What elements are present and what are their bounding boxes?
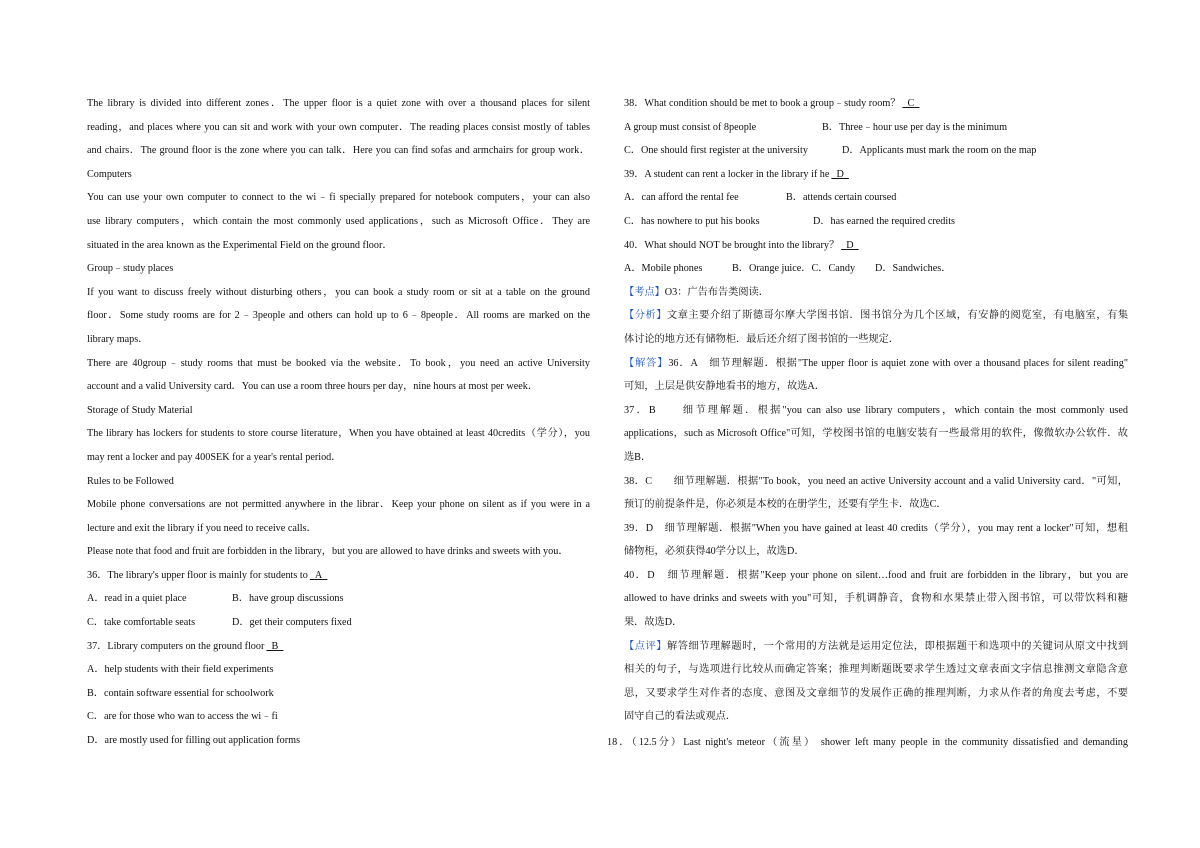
option-d: D．are mostly used for filling out application forms xyxy=(87,735,301,747)
option-a: A group must consist of 8people xyxy=(624,121,757,133)
options-row xyxy=(624,257,1128,281)
option-c: C．take comfortable seats xyxy=(87,617,196,629)
answer-blank: D xyxy=(836,168,844,180)
passage-line: You can use your own computer to connect to the wi﹣fi specially prepared for notebook computers，your can also xyxy=(87,192,590,204)
passage-line: may rent a locker and pay 400SEK for a year's rental period． xyxy=(87,451,342,463)
option-c: C．One should first register at the university xyxy=(624,145,808,157)
options-row xyxy=(87,587,590,611)
options-row xyxy=(624,116,1128,140)
jieda-text: 38．C 细节理解题．根据"To book，you need an active University account and a valid University card．"可知， xyxy=(624,475,1128,487)
passage-line: There are 40group﹣study rooms that must be booked via the website．To book，you need an active University xyxy=(87,357,590,369)
passage-line: library maps． xyxy=(87,333,149,345)
question-40 xyxy=(624,234,1128,258)
section-heading: Storage of Study Material xyxy=(87,404,193,416)
question-stem: 38．What condition should be met to book a group﹣study room？ xyxy=(624,98,901,109)
question-36 xyxy=(87,564,590,588)
section-heading: Computers xyxy=(87,168,132,180)
passage-line: floor．Some study rooms are for 2﹣3people and others can hold up to 6﹣8people．All rooms are marked on the xyxy=(87,310,590,322)
option-a: A．read in a quiet place xyxy=(87,593,187,605)
option-a: A．Mobile phones xyxy=(624,263,703,275)
dianping-text: 相关的句子，与选项进行比较从而确定答案；推理判断题既要求学生透过文章表面文字信息推测文章隐含意 xyxy=(624,664,1128,676)
option-d: D．has earned the required credits xyxy=(813,215,955,227)
kaodian-section xyxy=(624,281,1128,305)
jieda-text: 36．A 细节理解题．根据"The upper floor is aquiet zone with over a thousand places for silent reading" xyxy=(668,357,1128,369)
jieda-text: 选B． xyxy=(624,451,652,463)
option-d: D．Sandwiches． xyxy=(875,263,952,275)
option-a: A．can afford the rental fee xyxy=(624,192,739,204)
jieda-text: 40．D 细节理解题．根据"Keep your phone on silent…food and fruit are forbidden in the library，but you are xyxy=(624,569,1128,581)
passage-line: account and a valid University card．You can use a room three hours per day，nine hours at most per week． xyxy=(87,381,539,393)
kaodian-tag: 【考点】 xyxy=(624,286,665,298)
jieda-text: 果．故选D． xyxy=(624,617,683,629)
option-b: B．Three﹣hour use per day is the minimum xyxy=(822,121,1008,133)
passage-line: reading，and places where you can sit and work with your own computer．The reading places consist mostly of tables xyxy=(87,121,590,133)
answer-blank: C xyxy=(907,98,915,109)
fenxi-text: 体讨论的地方还有储物柜．最后还介绍了图书馆的一些规定． xyxy=(624,333,900,345)
option-d: D．Applicants must mark the room on the map xyxy=(842,145,1037,157)
option-c: C．are for those who wan to access the wi﹣fi xyxy=(87,711,278,723)
option-d: D．get their computers fixed xyxy=(232,617,352,629)
fenxi-text: 文章主要介绍了斯德哥尔摩大学图书馆．图书馆分为几个区域，有安静的阅览室，有电脑室，有集 xyxy=(666,310,1128,322)
passage-line: Please note that food and fruit are forbidden in the library，but you are allowed to have drinks and sweets with you． xyxy=(87,546,569,558)
passage-line: use library computers，which contain the most commonly used applications，such as Microsoft Office．They are xyxy=(87,215,590,227)
answer-blank: D xyxy=(846,239,854,251)
question-stem: 37．Library computers on the ground floor xyxy=(87,640,265,652)
jieda-text: 37．B 细节理解题．根据"you can also use library computers，which contain the most commonly used xyxy=(624,404,1128,416)
dianping-section xyxy=(624,635,1128,659)
passage-line: The library is divided into different zones．The upper floor is a quiet zone with over a thousand places for silent xyxy=(87,98,590,109)
dianping-text: 固守自己的看法或观点． xyxy=(624,711,737,723)
answer-blank: B xyxy=(271,640,279,652)
option-a: A．help students with their field experiments xyxy=(87,664,274,676)
jieda-tag: 【解答】 xyxy=(624,357,669,369)
answer-blank: A xyxy=(314,569,323,581)
question-37 xyxy=(87,635,590,659)
dianping-tag: 【点评】 xyxy=(624,640,667,652)
section-heading: Group﹣study places xyxy=(87,263,174,275)
passage-line: lecture and exit the library if you need to receive calls． xyxy=(87,522,317,534)
jieda-text: allowed to have drinks and sweets with you"可知，手机调静音，食物和水果禁止带入图书馆，可以带饮料和糖 xyxy=(624,593,1128,605)
dianping-text: 思，又要求学生对作者的态度、意图及文章细节的发展作正确的推理判断，力求从作者的角度去考虑，不要 xyxy=(624,687,1128,699)
jieda-text: applications，such as Microsoft Office"可知，学校图书馆的电脑安装有一些最常用的软件，像微软办公软件．故 xyxy=(624,428,1128,440)
options-row xyxy=(624,186,1128,210)
option-b: B．attends certain coursed xyxy=(786,192,897,204)
question-39 xyxy=(624,163,1128,187)
options-row xyxy=(624,139,1128,163)
option-b: B．Orange juice．C．Candy xyxy=(732,263,856,275)
option-b: B．have group discussions xyxy=(232,593,344,605)
fenxi-section xyxy=(624,304,1128,328)
jieda-text: 储物柜，必须获得40学分以上，故选D． xyxy=(624,546,805,558)
options-row xyxy=(624,210,1128,234)
options-row xyxy=(87,611,590,635)
question-18: 18．（12.5分）Last night's meteor（流星） shower left many people in the community dissatisfied and demanding xyxy=(607,737,1128,748)
question-38 xyxy=(624,92,1128,116)
passage-line: The library has lockers for students to store course literature，When you have obtained at least 40credits（学分），you xyxy=(87,428,590,440)
left-column xyxy=(87,92,590,753)
jieda-text: 可知，上层是供安静地看书的地方，故选A． xyxy=(624,381,825,393)
dianping-text: 解答细节理解题时，一个常用的方法就是运用定位法，即根据题干和选项中的关键词从原文中找到 xyxy=(666,640,1128,652)
fenxi-tag: 【分析】 xyxy=(624,310,667,322)
passage-line: and chairs．The ground floor is the zone where you can talk．Here you can find sofas and armchairs for group work． xyxy=(87,145,590,157)
jieda-text: 预订的前提条件是，你必须是本校的在册学生，还要有学生卡．故选C． xyxy=(624,499,947,511)
question-stem: 39．A student can rent a locker in the library if he xyxy=(624,168,830,180)
option-b: B．contain software essential for schoolwork xyxy=(87,687,274,699)
passage-line: Mobile phone conversations are not permitted anywhere in the librar．Keep your phone on silent as if you were in a xyxy=(87,499,590,511)
passage-line: If you want to discuss freely without disturbing others，you can book a study room or sit at a table on the ground xyxy=(87,286,590,298)
section-heading: Rules to be Followed xyxy=(87,475,174,487)
passage-line: situated in the area known as the Experimental Field on the ground floor． xyxy=(87,239,393,251)
kaodian-text: O3：广告布告类阅读． xyxy=(664,286,769,298)
right-column xyxy=(624,92,1128,729)
question-stem: 40．What should NOT be brought into the library？ xyxy=(624,239,840,251)
jieda-section xyxy=(624,352,1128,376)
jieda-text: 39．D 细节理解题．根据"When you have gained at least 40 credits（学分），you may rent a locker"可知，想租 xyxy=(624,522,1128,534)
option-c: C．has nowhere to put his books xyxy=(624,215,760,227)
question-stem: 36．The library's upper floor is mainly for students to xyxy=(87,569,308,581)
